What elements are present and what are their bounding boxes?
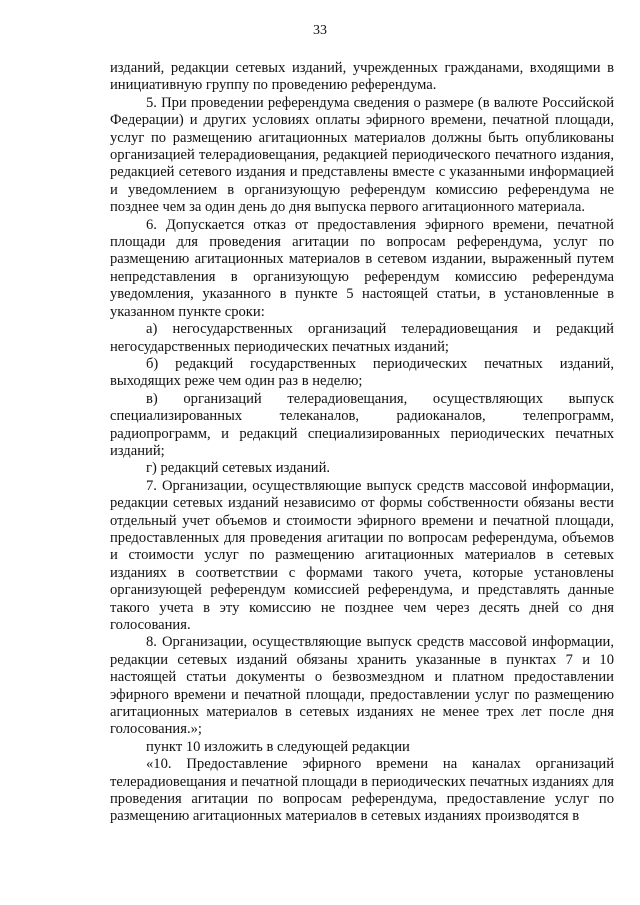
paragraph-amendment-intro: пункт 10 изложить в следующей редакции bbox=[146, 738, 410, 755]
paragraph-item-6: 6. Допускается отказ от предоставления эфирного времени, печатной площади для проведения агитации по вопросам референдума, услуг по размещению агитационных материалов в сетевом издании, выраженный путем непредставления в организующую референдум комиссию референдума уведомления, указанного в пункте 5 настоящей статьи, в установленные в указанном пункте сроки: bbox=[110, 216, 614, 320]
paragraph-item-8: 8. Организации, осуществляющие выпуск средств массовой информации, редакции сетевых изданий обязаны хранить указанные в пунктах 7 и 10 настоящей статьи документы о безвозмездном и платном предоставлении эфирного времени и печатной площади, предоставлении услуг по размещению агитационных материалов в сетевых изданиях не менее трех лет после дня голосования.»; bbox=[110, 634, 614, 738]
paragraph-item-10: «10. Предоставление эфирного времени на каналах организаций телерадиовещания и печатной площади в периодических печатных изданиях для проведения агитации по вопросам референдума, предоставление услуг по размещению агитационных материалов в сетевых изданиях производятся в bbox=[110, 756, 614, 825]
body-text bbox=[110, 60, 614, 826]
paragraph-subitem-v: в) организаций телерадиовещания, осуществляющих выпуск специализированных телеканалов, радиоканалов, телепрограмм, радиопрограмм, и редакций специализированных периодических печатных изданий; bbox=[110, 390, 614, 459]
page-number: 33 bbox=[313, 23, 327, 38]
paragraph-item-5: 5. При проведении референдума сведения о размере (в валюте Российской Федерации) и других условиях оплаты эфирного времени, печатной площади, услуг по размещению агитационных материалов должны быть опубликованы организацией телерадиовещания, редакцией периодического печатного издания, редакцией сетевого издания и представлены вместе с указанными информацией и уведомлением в организующую референдум комиссию референдума не позднее чем за один день до дня выпуска первого агитационного материала. bbox=[110, 94, 614, 216]
paragraph-item-7: 7. Организации, осуществляющие выпуск средств массовой информации, редакции сетевых изданий независимо от формы собственности обязаны вести отдельный учет объемов и стоимости эфирного времени и печатной площади, предоставленных для проведения агитации по вопросам референдума, объемов и стоимости услуг по размещению агитационных материалов в сетевых изданиях в соответствии с формами такого учета, которые установлены организующей референдум комиссией референдума, и представлять данные такого учета в эту комиссию не позднее чем через десять дней со дня голосования. bbox=[110, 477, 614, 633]
paragraph-subitem-g: г) редакций сетевых изданий. bbox=[146, 460, 331, 477]
paragraph-continuation: изданий, редакции сетевых изданий, учрежденных гражданами, входящими в инициативную группу по проведению референдума. bbox=[110, 60, 614, 94]
paragraph-subitem-a: а) негосударственных организаций телерадиовещания и редакций негосударственных периодических печатных изданий; bbox=[110, 321, 614, 355]
paragraph-subitem-b: б) редакций государственных периодических печатных изданий, выходящих реже чем один раз в неделю; bbox=[110, 355, 614, 390]
